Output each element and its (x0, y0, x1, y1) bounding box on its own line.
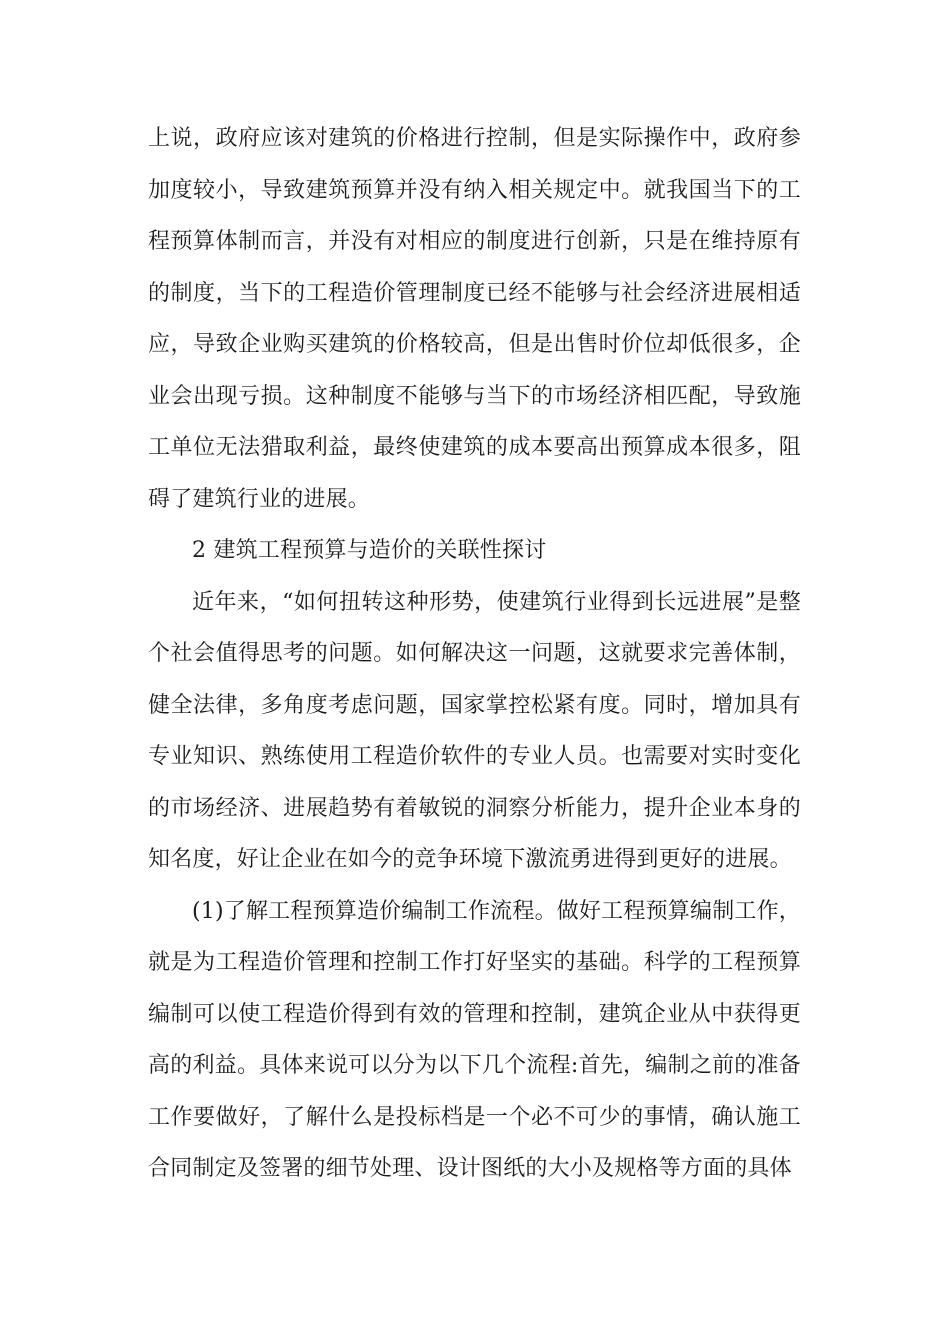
section-heading: 2 建筑工程预算与造价的关联性探讨 (192, 538, 547, 563)
paragraph-continuation: 上说，政府应该对建筑的价格进行控制，但是实际操作中，政府参加度较小，导致建筑预算并没有纳入相关规定中。就我国当下的工程预算体制而言，并没有对相应的制度进行创新，只是在维持原有的制度，当下的工程造价管理制度已经不能够与社会经济进展相适应，导致企业购买建筑的价格较高，但是出售时价位却低很多，企业会出现亏损。这种制度不能够与当下的市场经济相匹配，导致施工单位无法猎取利益，最终使建筑的成本要高出预算成本很多，阻碍了建筑行业的进展。 (148, 126, 801, 512)
paragraph-recent-years: 近年来，“如何扭转这种形势，使建筑行业得到长远进展”是整个社会值得思考的问题。如何解决这一问题，这就要求完善体制，健全法律，多角度考虑问题，国家掌控松紧有度。同时，增加具有专业知识、熟练使用工程造价软件的专业人员。也需要对实时变化的市场经济、进展趋势有着敏锐的洞察分析能力，提升企业本身的知名度，好让企业在如今的竞争环境下激流勇进得到更好的进展。 (148, 589, 801, 872)
paragraph-workflow: (1)了解工程预算造价编制工作流程。做好工程预算编制工作，就是为工程造价管理和控制工作打好坚实的基础。科学的工程预算编制可以使工程造价得到有效的管理和控制，建筑企业从中获得更高的利益。具体来说可以分为以下几个流程:首先，编制之前的准备工作要做好，了解什么是投标档是一个必不可少的事情，确认施工合同制定及签署的细节处理、设计图纸的大小及规格等方面的具体 (148, 898, 801, 1181)
document-body (148, 113, 801, 1195)
